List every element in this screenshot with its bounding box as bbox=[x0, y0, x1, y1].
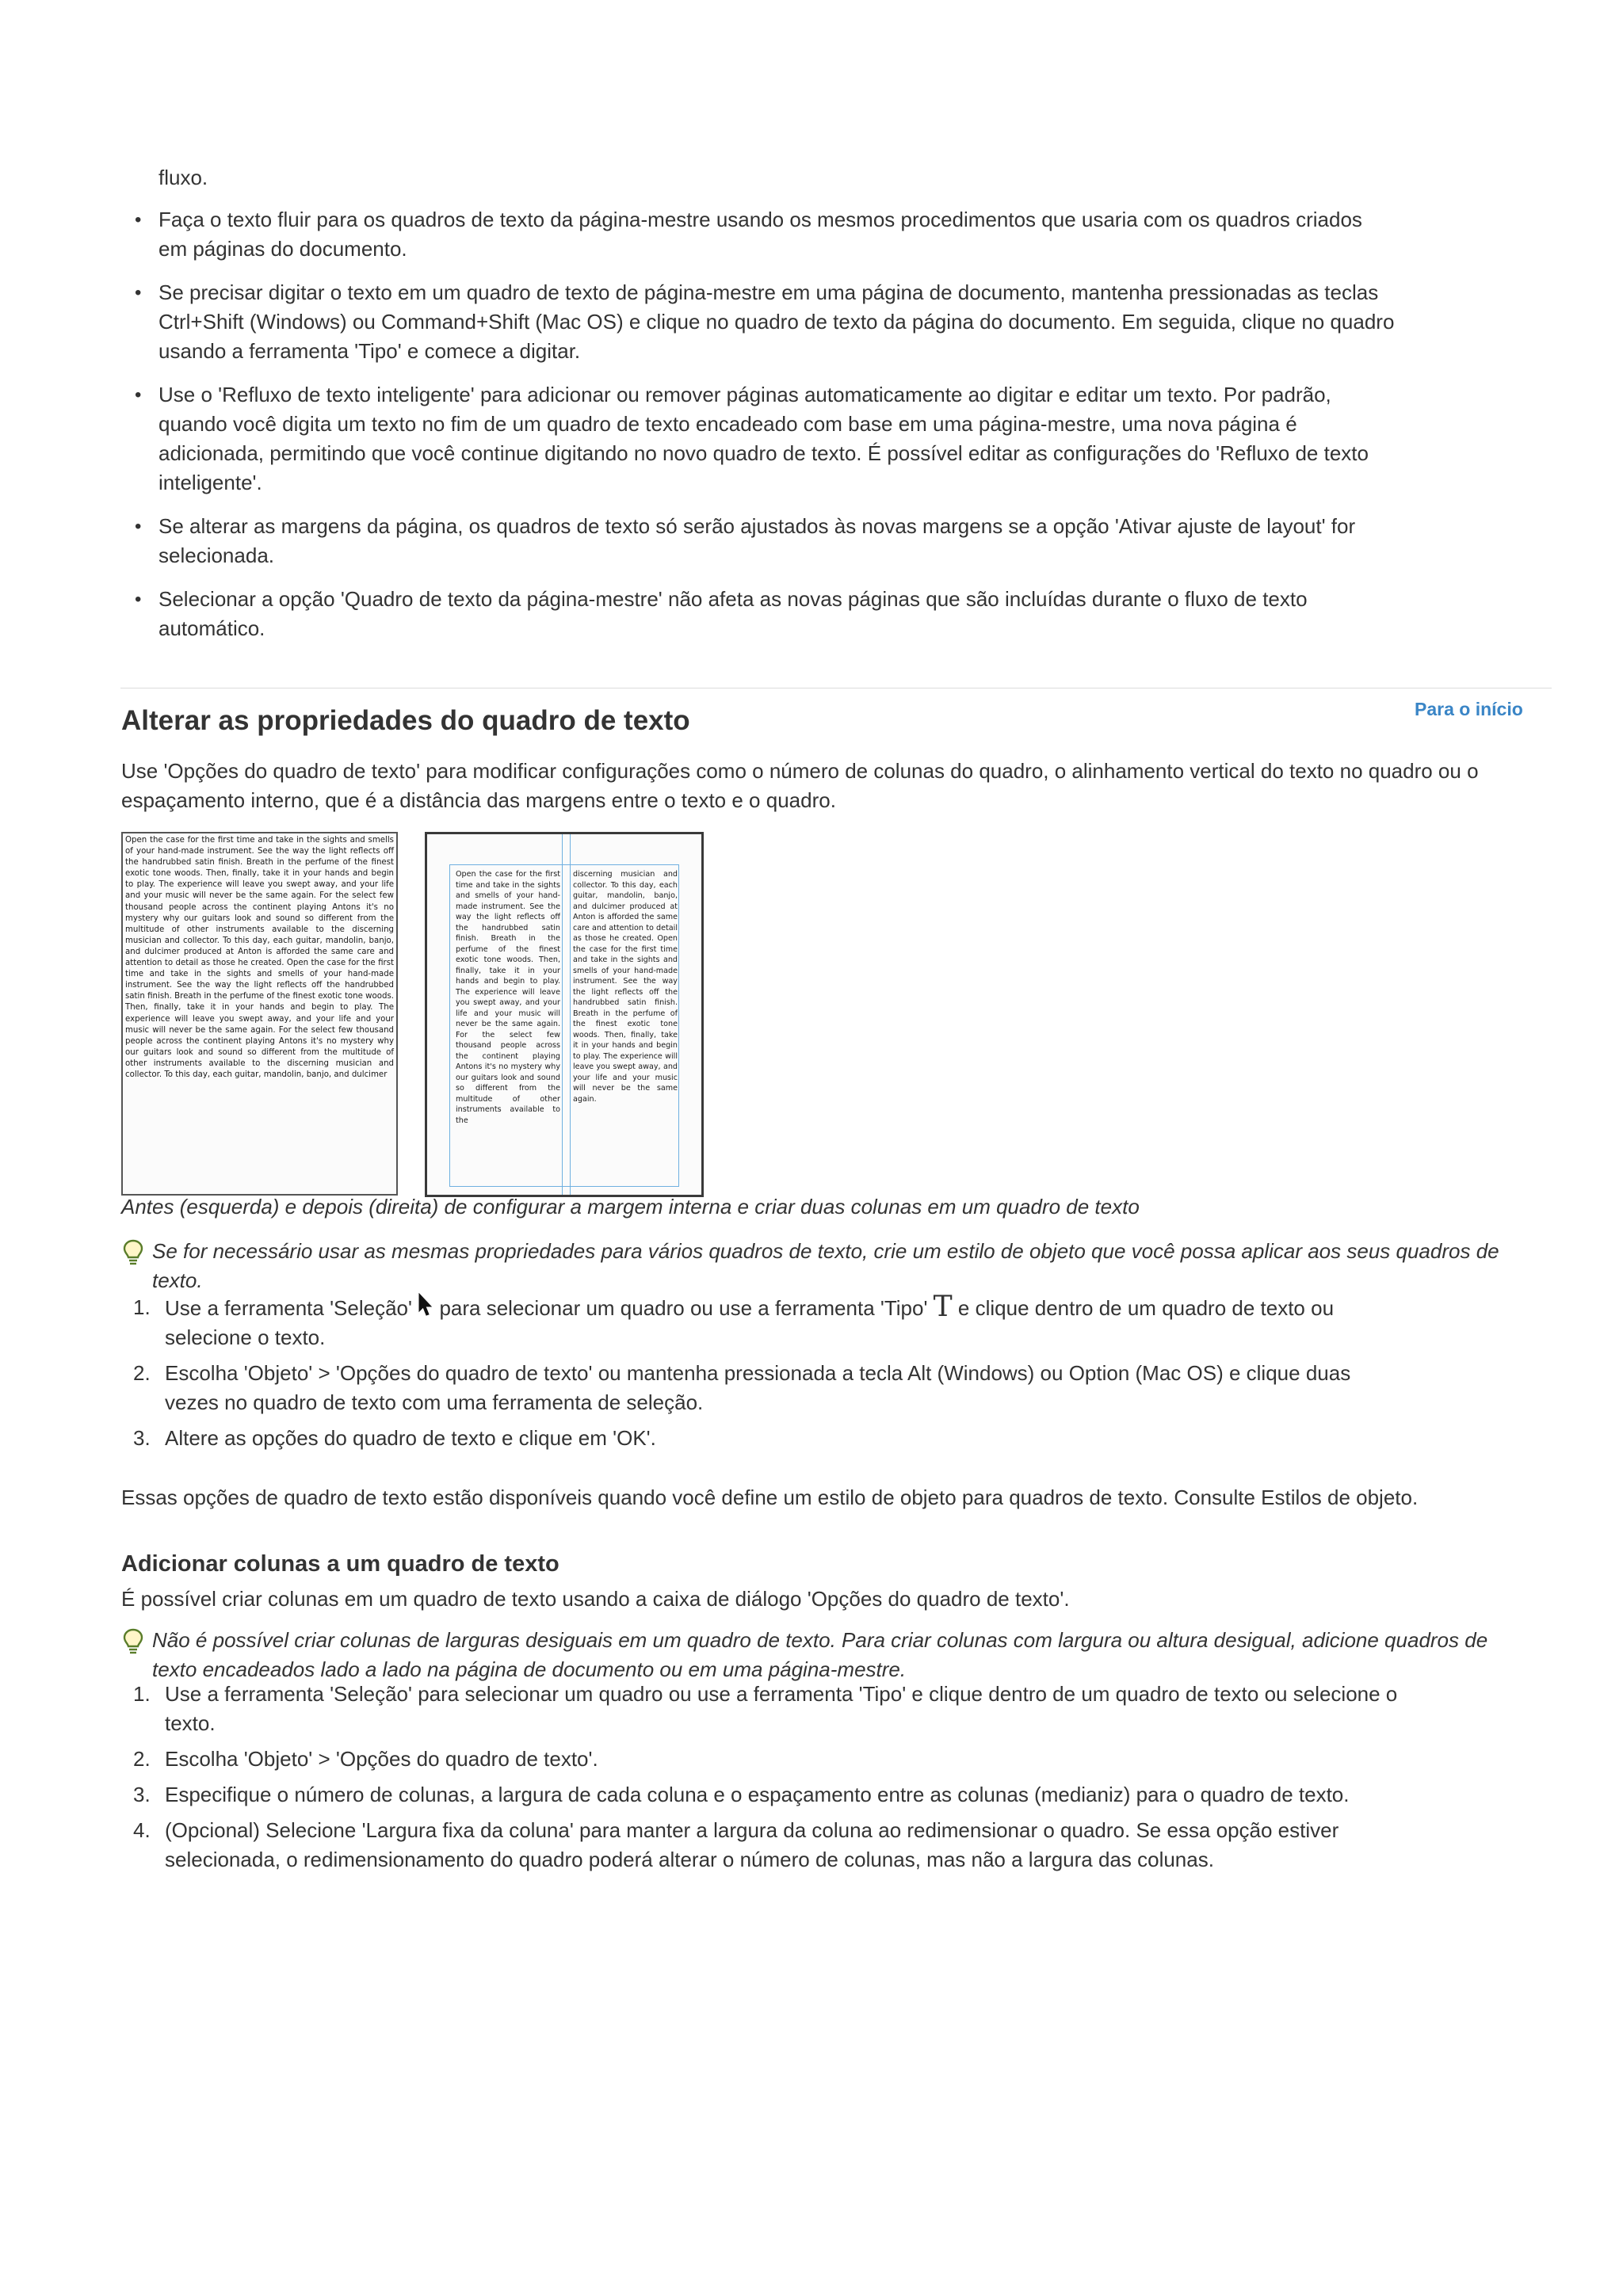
tip-text: Se for necessário usar as mesmas propriedades para vários quadros de texto, crie um estilo de objeto que você possa aplicar aos seus quadros de texto. bbox=[152, 1239, 1499, 1292]
steps-list-1 bbox=[133, 1291, 1401, 1459]
list-item: • Use o 'Refluxo de texto inteligente' para adicionar ou remover páginas automaticamente ao digitar e editar um texto. Por padrão, quando você digita um texto no fim de um quadro de texto encadeado com base em uma página-mestre, uma nova página é adicionada, permitindo que você continue digitando no novo quadro de texto. É possível editar as configurações do 'Refluxo de texto inteligente'. bbox=[158, 380, 1395, 498]
tip-note bbox=[152, 1626, 1515, 1684]
subsection-intro: É possível criar colunas em um quadro de texto usando a caixa de diálogo 'Opções do quadro de texto'. bbox=[121, 1587, 1070, 1611]
figure-caption: Antes (esquerda) e depois (direita) de configurar a margem interna e criar duas colunas em um quadro de texto bbox=[121, 1195, 1140, 1219]
list-item: 2. Escolha 'Objeto' > 'Opções do quadro de texto'. bbox=[133, 1747, 598, 1771]
lightbulb-icon bbox=[120, 1627, 146, 1656]
list-item: • Se precisar digitar o texto em um quadro de texto de página-mestre em uma página de documento, mantenha pressionadas as teclas Ctrl+Shift (Windows) ou Command+Shift (Mac OS) e clique no quadro de texto da página do documento. Em seguida, clique no quadro usando a ferramenta 'Tipo' e comece a digitar. bbox=[158, 278, 1395, 366]
tip-text: Não é possível criar colunas de larguras desiguais em um quadro de texto. Para criar colunas com largura ou altura desigual, adicione quadros de texto encadeados lado a lado na página de documento ou em uma página-mestre. bbox=[152, 1628, 1488, 1681]
subsection-title: Adicionar colunas a um quadro de texto bbox=[121, 1551, 559, 1577]
section-intro: Use 'Opções do quadro de texto' para modificar configurações como o número de colunas do quadro, o alinhamento vertical do texto no quadro ou o espaçamento interno, que é a distância das margens entre o texto e o quadro. bbox=[121, 759, 1479, 812]
after-steps-paragraph: Essas opções de quadro de texto estão disponíveis quando você define um estilo de objeto para quadros de texto. Consulte Estilos de objeto. bbox=[121, 1486, 1419, 1509]
figure-before-frame bbox=[121, 832, 398, 1196]
list-item: 2. Escolha 'Objeto' > 'Opções do quadro de texto' ou mantenha pressionada a tecla Alt (Windows) ou Option (Mac OS) e clique duas vezes no quadro de texto com uma ferramenta de seleção. bbox=[133, 1361, 1351, 1414]
steps-list-2 bbox=[133, 1680, 1401, 1881]
list-item: • Faça o texto fluir para os quadros de texto da página-mestre usando os mesmos procedimentos que usaria com os quadros criados em páginas do documento. bbox=[158, 205, 1395, 264]
list-item: 3. Altere as opções do quadro de texto e clique em 'OK'. bbox=[133, 1426, 656, 1450]
lightbulb-icon bbox=[120, 1238, 146, 1267]
type-tool-icon: T bbox=[933, 1291, 953, 1323]
list-item: 4. (Opcional) Selecione 'Largura fixa da coluna' para manter a largura da coluna ao redimensionar o quadro. Se essa opção estiver selecionada, o redimensionamento do quadro poderá alterar o número de colunas, mas não a largura das colunas. bbox=[133, 1818, 1339, 1871]
continuation-text: fluxo. bbox=[158, 166, 208, 189]
section-title: Alterar as propriedades do quadro de texto bbox=[121, 705, 690, 736]
list-item: • Se alterar as margens da página, os quadros de texto só serão ajustados às novas margens se a opção 'Ativar ajuste de layout' for selecionada. bbox=[158, 512, 1395, 570]
figure-before-text: Open the case for the first time and take in the sights and smells of your hand-made instrument. See the way the light reflects off the handrubbed satin finish. Breath in the perfume of the finest exotic tone woods. Then, finally, take it in your hands and begin to play. The experience will leave you swept away, and your life and your music will never be the same again. For the select few thousand people across the continent playing Antons it's no mystery why our guitars look and sound so different from the multitude of other instruments available to the discerning musician and collector. To this day, each guitar, mandolin, banjo, and dulcimer produced at Anton is afforded the same care and attention to detail as those he created. Open the case for the first time and take in the sights and smells of your hand-made instrument. See the way the light reflects off the handrubbed satin finish. Breath in the perfume of the finest exotic tone woods. Then, finally, take it in your hands and begin to play. The experience will leave you swept away, and your life and your music will never be the same again. For the select few thousand people across the continent playing Antons it's no mystery why our guitars look and sound so different from the multitude of other instruments available to the discerning musician and collector. To this day, each guitar, mandolin, banjo, and dulcimer bbox=[125, 836, 394, 1079]
tip-note bbox=[152, 1237, 1515, 1295]
list-item: 1. Use a ferramenta 'Seleção' para selecionar um quadro ou use a ferramenta 'Tipo' T e clique dentro de um quadro de texto ou selecione o texto. bbox=[133, 1291, 1335, 1349]
figure-after-frame bbox=[425, 832, 704, 1197]
figure-after-column-2: discerning musician and collector. To this day, each guitar, mandolin, banjo, and dulcimer produced at Anton is afforded the same care and attention to detail as those he created. Open the case for the first time and take in the sights and smells of your hand-made instrument. See the way the light reflects off the handrubbed satin finish. Breath in the perfume of the finest exotic tone woods. Then, finally, take it in your hands and begin to play. The experience will leave you swept away, and your life and your music will never be the same again. bbox=[573, 870, 678, 1104]
list-item: • Selecionar a opção 'Quadro de texto da página-mestre' não afeta as novas páginas que são incluídas durante o fluxo de texto automático. bbox=[158, 585, 1395, 643]
selection-tool-icon bbox=[418, 1293, 433, 1317]
back-to-top-link[interactable]: Para o início bbox=[1415, 699, 1523, 719]
tips-bullet-list bbox=[158, 205, 1395, 658]
list-item: 3. Especifique o número de colunas, a largura de cada coluna e o espaçamento entre as colunas (medianiz) para o quadro de texto. bbox=[133, 1783, 1350, 1806]
figure-after-column-1: Open the case for the first time and take in the sights and smells of your hand-made instrument. See the way the light reflects off the handrubbed satin finish. Breath in the perfume of the finest exotic tone woods. Then, finally, take it in your hands and begin to play. The experience will leave you swept away, and your life and your music will never be the same again. For the select few thousand people across the continent playing Antons it's no mystery why our guitars look and sound so different from the multitude of other instruments available to the bbox=[456, 870, 560, 1125]
list-item: 1. Use a ferramenta 'Seleção' para selecionar um quadro ou use a ferramenta 'Tipo' e clique dentro de um quadro de texto ou selecione o texto. bbox=[133, 1682, 1398, 1735]
